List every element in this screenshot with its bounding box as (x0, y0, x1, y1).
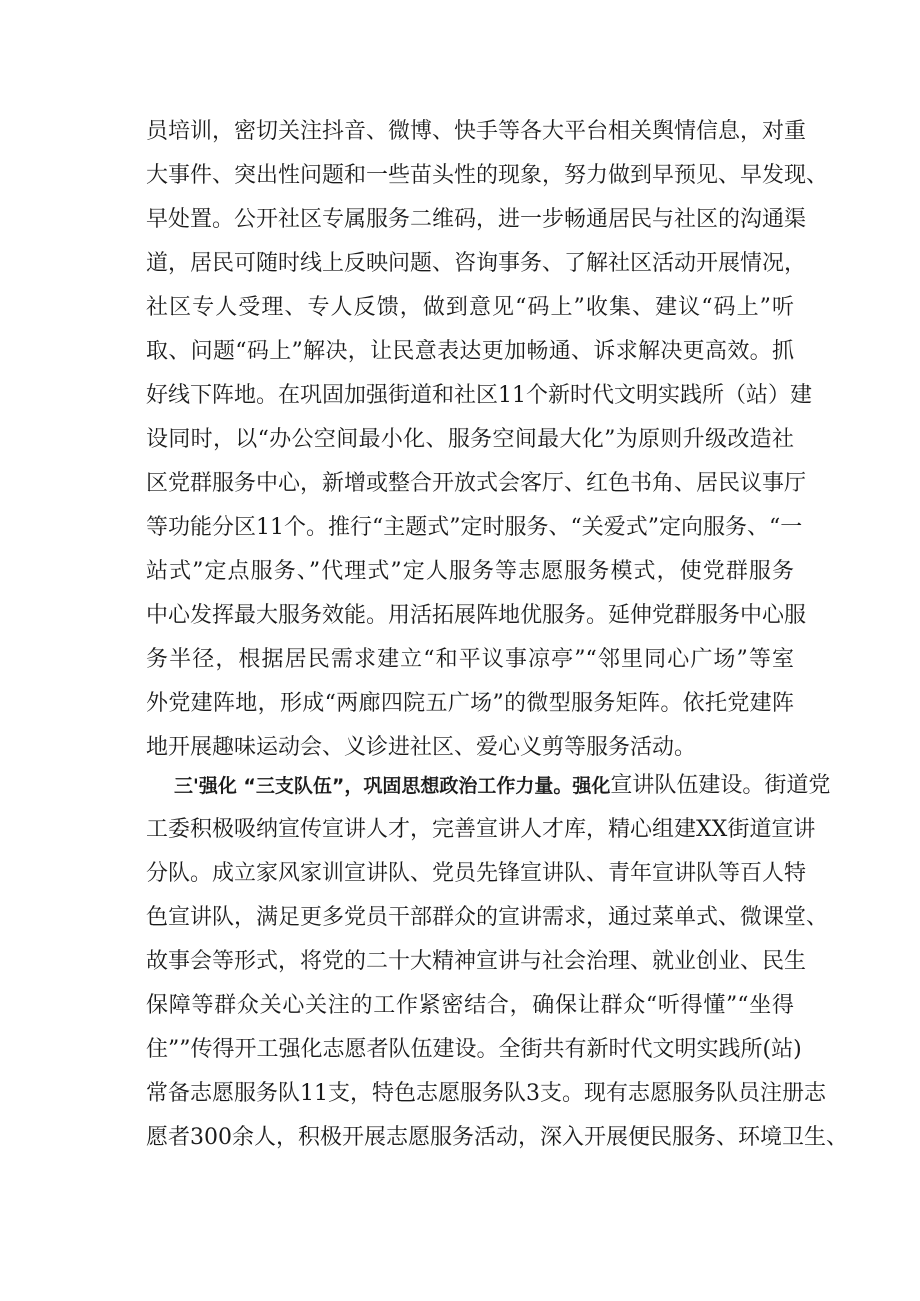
text-line: 道，居民可随时线上反映问题、咨询事务、了解社区活动开展情况， (146, 251, 807, 276)
text-line: 取、问题“码上”解决，让民意表达更加畅通、诉求解决更高效。抓 (146, 339, 794, 364)
text-line: 保障等群众关心关注的工作紧密结合，确保让群众“听得懂”“坐得 (146, 993, 794, 1018)
section-heading: 三'强化 “三支队伍”，巩固思想政治工作力量。强化 (174, 775, 611, 797)
text-line: 早处置。公开社区专属服务二维码，进一步畅通居民与社区的沟通渠 (146, 207, 807, 232)
text-line: 设同时，以“办公空间最小化、服务空间最大化”为原则升级改造社 (146, 427, 794, 452)
text-line: 住””传得开工强化志愿者队伍建设。全街共有新时代文明实践所(站) (146, 1037, 802, 1062)
text-line: 等功能分区11个。推行“主题式”定时服务、“关爱式”定向服务、“一 (146, 515, 803, 540)
text-line: 地开展趣味运动会、义诊进社区、爱心义剪等服务活动。 (146, 735, 697, 760)
text-line: 外党建阵地，形成“两廊四院五广场”的微型服务矩阵。依托党建阵 (146, 691, 794, 716)
text-line: 工委积极吸纳宣传宣讲人才，完善宣讲人才库，精心组建XX街道宣讲 (146, 817, 816, 842)
paragraph-2-first-line (174, 764, 830, 808)
text-line: 中心发挥最大服务效能。用活拓展阵地优服务。延伸党群服务中心服 (146, 603, 807, 628)
first-line-text: 宣讲队伍建设。街道党 (610, 773, 831, 798)
text-line: 务半径，根据居民需求建立“和平议事凉亭”“邻里同心广场”等室 (146, 647, 794, 672)
text-line: 分队。成立家风家训宣讲队、党员先锋宣讲队、青年宣讲队等百人特 (146, 861, 807, 886)
text-line: 常备志愿服务队11支，特色志愿服务队3支。现有志愿服务队员注册志 (146, 1081, 826, 1106)
text-line: 色宣讲队，满足更多党员干部群众的宣讲需求，通过菜单式、微课堂、 (146, 905, 829, 930)
text-line: 员培训，密切关注抖音、微博、快手等各大平台相关舆情信息，对重 (146, 119, 807, 144)
text-line: 好线下阵地。在巩固加强街道和社区11个新时代文明实践所（站）建 (146, 383, 812, 408)
text-line: 愿者300余人，积极开展志愿服务活动，深入开展便民服务、环境卫生、 (146, 1125, 848, 1150)
text-line: 故事会等形式，将党的二十大精神宣讲与社会治理、就业创业、民生 (146, 949, 807, 974)
text-line: 社区专人受理、专人反馈，做到意见“码上”收集、建议“码上”听 (146, 295, 794, 320)
text-line: 站式”定点服务、”代理式”定人服务等志愿服务模式，使党群服务 (146, 559, 794, 584)
text-line: 大事件、突出性问题和一些苗头性的现象，努力做到早预见、早发现、 (146, 163, 829, 188)
text-line: 区党群服务中心，新增或整合开放式会客厅、红色书角、居民议事厅 (146, 471, 807, 496)
